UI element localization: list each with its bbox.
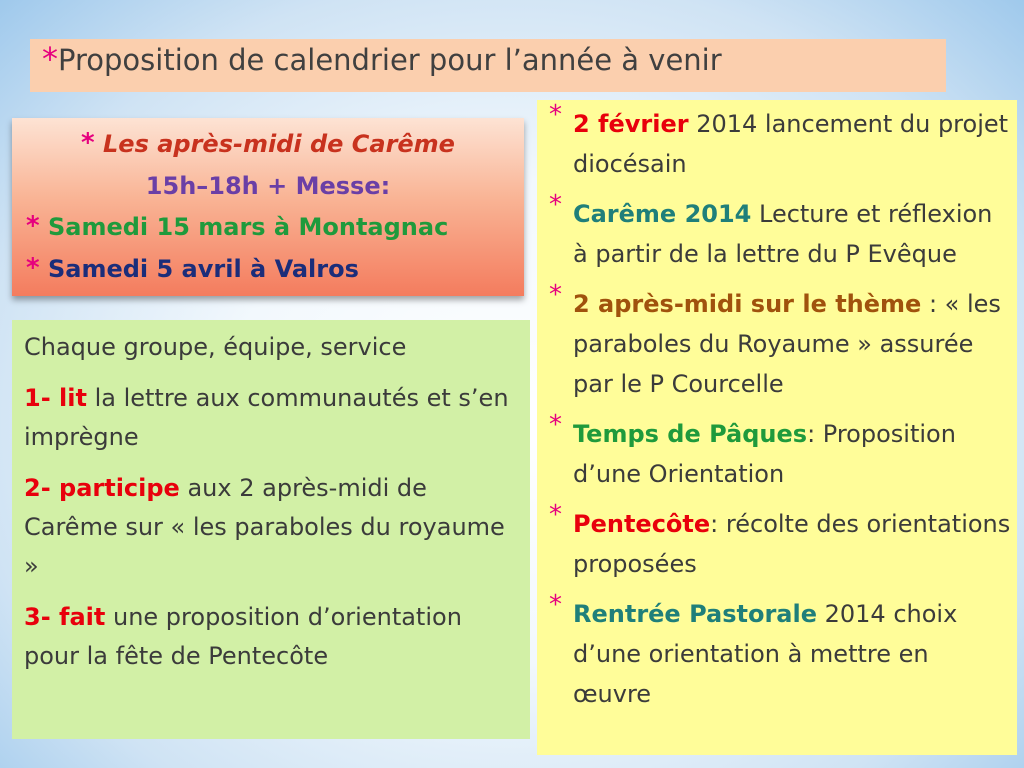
asterisk-bullet-icon: * xyxy=(549,590,562,620)
slide-title-text: Proposition de calendrier pour l’année à venir xyxy=(58,43,722,77)
step-3-keyword: 3- fait xyxy=(24,603,106,631)
lent-heading xyxy=(12,130,524,158)
lent-date-1 xyxy=(26,213,538,241)
slide-title xyxy=(30,39,946,92)
asterisk-bullet-icon: * xyxy=(549,280,562,310)
step-1-text: la lettre aux communautés et s’en imprègne xyxy=(24,384,509,451)
step-2-keyword: 2- participe xyxy=(24,474,180,502)
step-3 xyxy=(24,598,520,676)
timeline-item xyxy=(549,190,1013,274)
lent-date-1-text: Samedi 15 mars à Montagnac xyxy=(47,213,449,241)
asterisk-bullet-icon: * xyxy=(26,253,40,283)
lent-date-2-text: Samedi 5 avril à Valros xyxy=(47,255,359,283)
timeline-text: Lecture et réflexion à partir de la lettre du P Evêque xyxy=(573,200,993,268)
step-3-text: une proposition d’orientation pour la fête de Pentecôte xyxy=(24,603,462,670)
timeline-keyword: 2 après-midi sur le thème xyxy=(573,290,922,318)
timeline-text: : Proposition d’une Orientation xyxy=(573,420,956,488)
timeline-item xyxy=(549,100,1013,184)
asterisk-bullet-icon: * xyxy=(26,211,40,241)
step-2-text: aux 2 après-midi de Carême sur « les paraboles du royaume » xyxy=(24,474,505,580)
asterisk-bullet-icon: * xyxy=(549,500,562,530)
timeline-keyword: Rentrée Pastorale xyxy=(573,600,817,628)
lent-afternoons-box xyxy=(12,118,524,296)
group-intro: Chaque groupe, équipe, service xyxy=(24,333,407,361)
timeline-keyword: 2 février xyxy=(573,110,689,138)
asterisk-bullet-icon: * xyxy=(549,190,562,220)
timeline-item xyxy=(549,280,1013,404)
asterisk-bullet-icon: * xyxy=(549,410,562,440)
asterisk-bullet-icon: * xyxy=(42,40,58,78)
step-1 xyxy=(24,379,520,457)
step-2 xyxy=(24,469,520,586)
lent-time: 15h–18h + Messe: xyxy=(145,172,391,200)
step-1-keyword: 1- lit xyxy=(24,384,87,412)
timeline-item xyxy=(549,410,1013,494)
asterisk-bullet-icon: * xyxy=(549,100,562,130)
group-steps-box xyxy=(12,320,530,739)
lent-heading-text: Les après-midi de Carême xyxy=(103,130,455,158)
timeline-keyword: Temps de Pâques xyxy=(573,420,808,448)
timeline-box xyxy=(537,100,1017,755)
timeline-item xyxy=(549,500,1013,584)
timeline-keyword: Pentecôte xyxy=(573,510,711,538)
timeline-text: : récolte des orientations proposées xyxy=(573,510,1011,578)
timeline-keyword: Carême 2014 xyxy=(573,200,752,228)
timeline-text: : « les paraboles du Royaume » assurée par le P Courcelle xyxy=(573,290,1001,398)
asterisk-bullet-icon: * xyxy=(81,128,95,158)
timeline-text: 2014 lancement du projet diocésain xyxy=(573,110,1009,178)
lent-date-2 xyxy=(26,255,538,283)
timeline-item xyxy=(549,590,1013,714)
timeline-text: 2014 choix d’une orientation à mettre en œuvre xyxy=(573,600,958,708)
